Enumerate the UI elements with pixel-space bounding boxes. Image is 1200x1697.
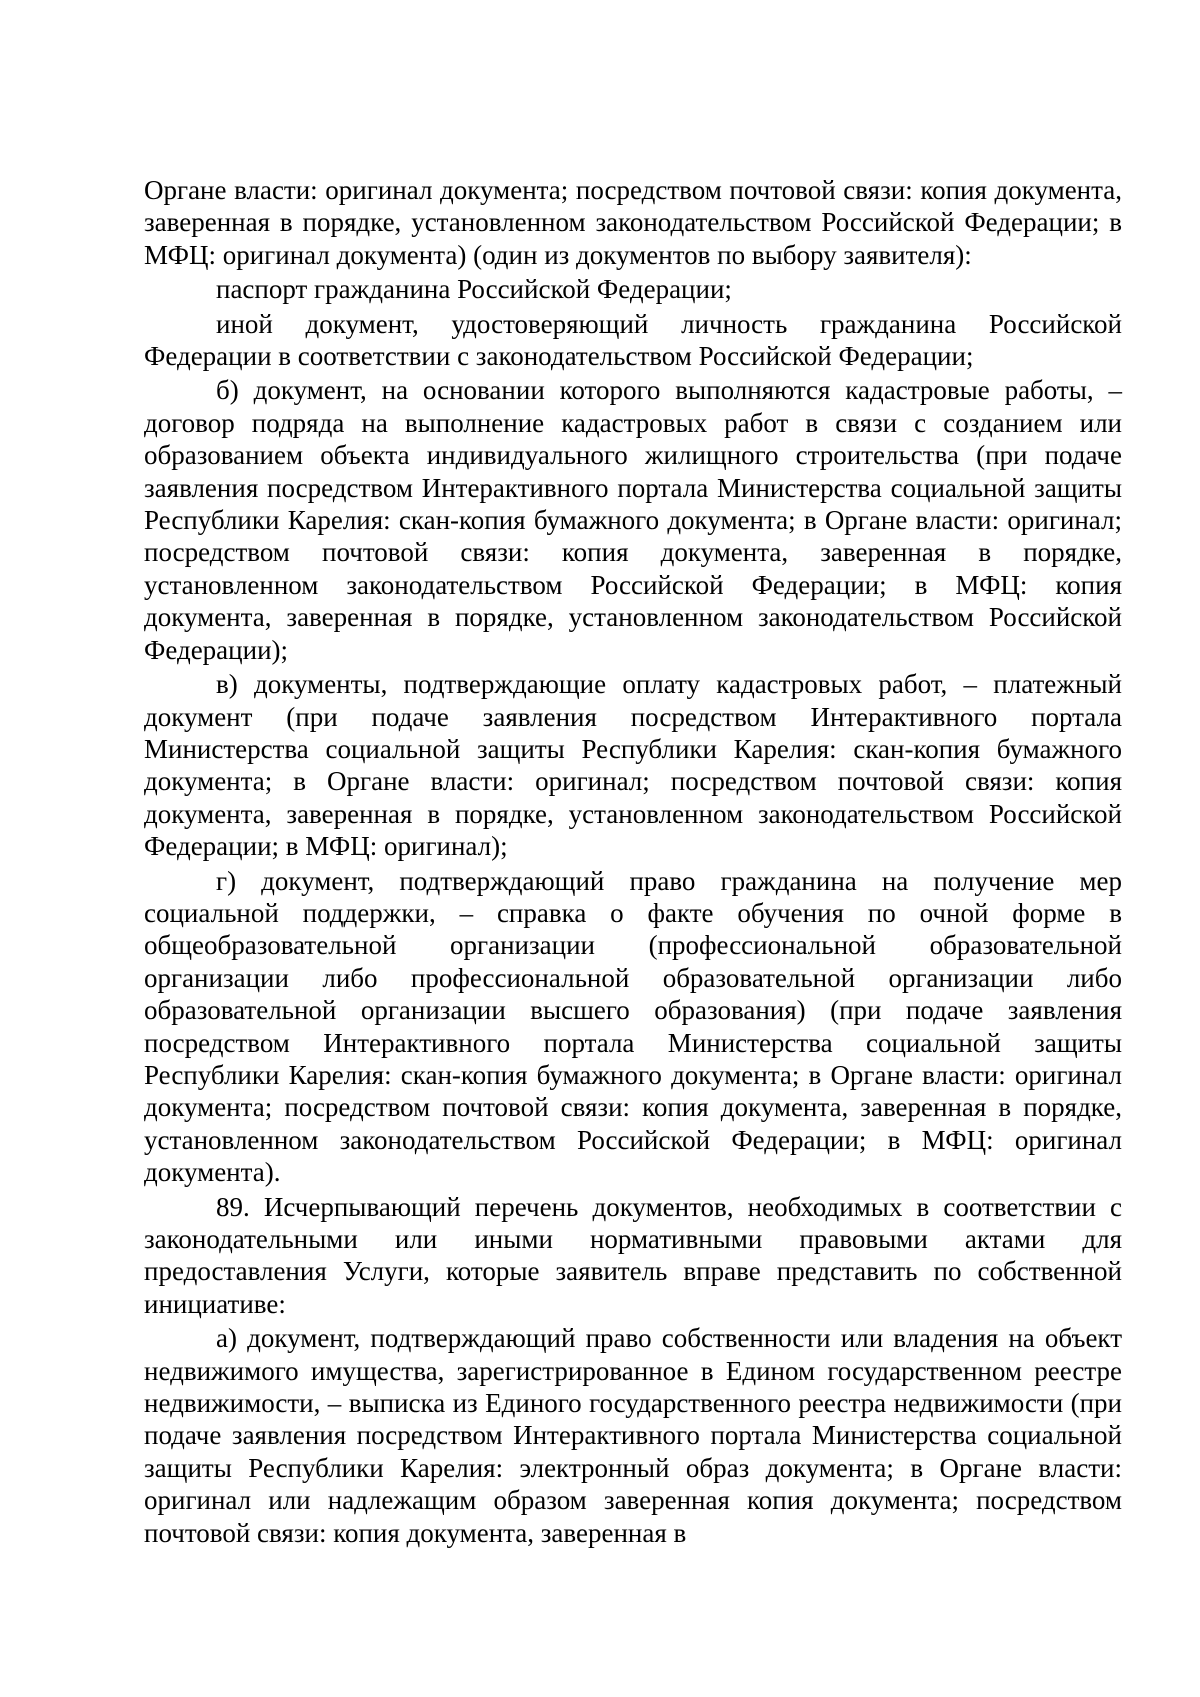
paragraph-item-b: б) документ, на основании которого выполняются кадастровые работы, – договор подряда на выполнение кадастровых работ в связи с созданием или образованием объекта индивидуального жилищного строительства (при подаче заявления посредством Интерактивного портала Министерства социальной защиты Республики Карелия: скан-копия бумажного документа; в Органе власти: оригинал; посредством почтовой связи: копия документа, заверенная в порядке, установленном законодательством Российской Федерации; в МФЦ: копия документа, заверенная в порядке, установленном законодательством Российской Федерации); bbox=[144, 375, 1122, 665]
document-page bbox=[144, 174, 1122, 1551]
paragraph-item-g: г) документ, подтверждающий право гражданина на получение мер социальной поддержки, – справка о факте обучения по очной форме в общеобразовательной организации (профессиональной образовательной организации либо профессиональной образовательной организации либо образовательной организации высшего образования) (при подаче заявления посредством Интерактивного портала Министерства социальной защиты Республики Карелия: скан-копия бумажного документа; в Органе власти: оригинал документа; посредством почтовой связи: копия документа, заверенная в порядке, установленном законодательством Российской Федерации; в МФЦ: оригинал документа). bbox=[144, 865, 1122, 1188]
paragraph-item-a: а) документ, подтверждающий право собственности или владения на объект недвижимого имущества, зарегистрированное в Едином государственном реестре недвижимости, – выписка из Единого государственного реестра недвижимости (при подаче заявления посредством Интерактивного портала Министерства социальной защиты Республики Карелия: электронный образ документа; в Органе власти: оригинал или надлежащим образом заверенная копия документа; посредством почтовой связи: копия документа, заверенная в bbox=[144, 1323, 1122, 1548]
paragraph-continuation: Органе власти: оригинал документа; посредством почтовой связи: копия документа, заверенная в порядке, установленном законодательством Российской Федерации; в МФЦ: оригинал документа) (один из документов по выбору заявителя): bbox=[144, 175, 1122, 270]
paragraph-item-v: в) документы, подтверждающие оплату кадастровых работ, – платежный документ (при подаче заявления посредством Интерактивного портала Министерства социальной защиты Республики Карелия: скан-копия бумажного документа; в Органе власти: оригинал; посредством почтовой связи: копия документа, заверенная в порядке, установленном законодательством Российской Федерации; в МФЦ: оригинал); bbox=[144, 669, 1122, 862]
paragraph-other-id: иной документ, удостоверяющий личность гражданина Российской Федерации в соответствии с законодательством Российской Федерации; bbox=[144, 308, 1122, 372]
paragraph-passport: паспорт гражданина Российской Федерации; bbox=[216, 274, 732, 305]
paragraph-section-89: 89. Исчерпывающий перечень документов, необходимых в соответствии с законодательными или иными нормативными правовыми актами для предоставления Услуги, которые заявитель вправе представить по собственной инициативе: bbox=[144, 1191, 1122, 1319]
